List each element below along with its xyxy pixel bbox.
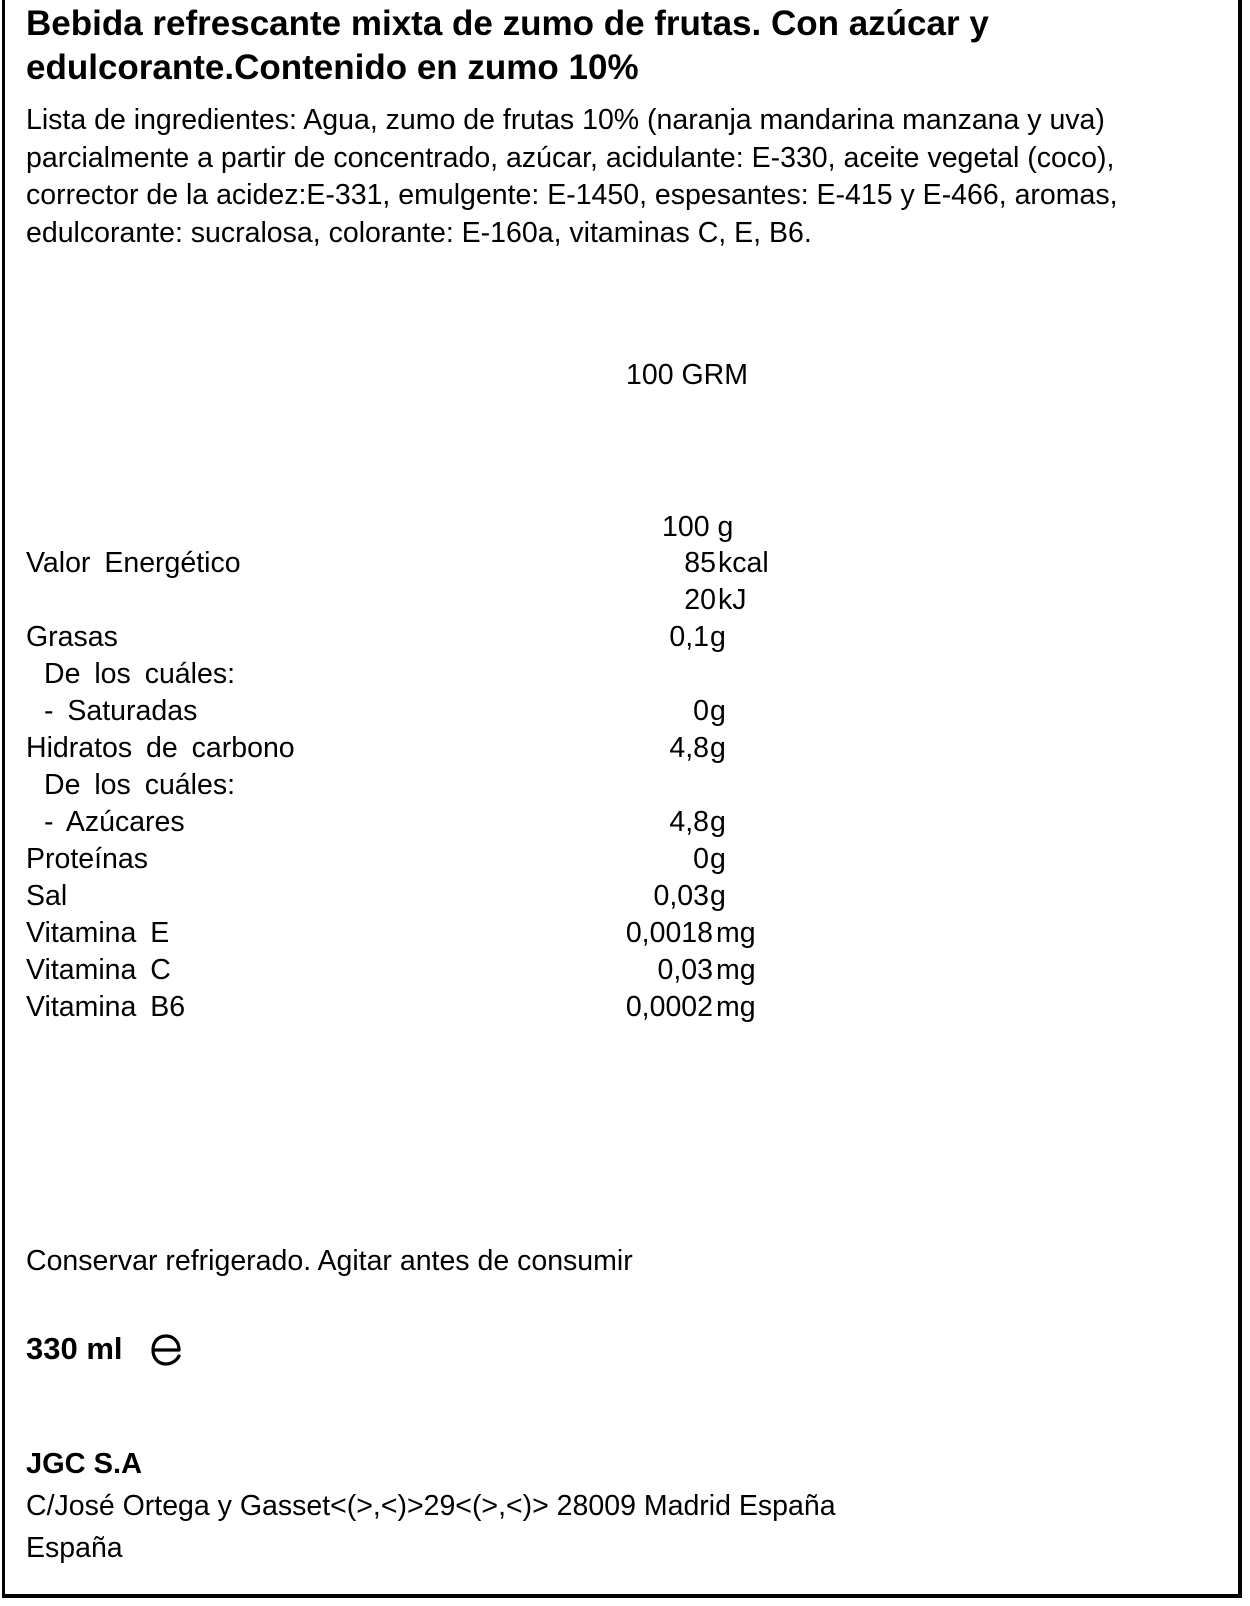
nutrition-row-label: Proteínas [26,843,148,875]
nutrition-row-unit: kJ [718,584,747,616]
nutrition-row-value: 85 [684,547,716,579]
nutrition-row-value: 20 [684,584,716,616]
nutrition-row-value: 0 [693,843,709,875]
nutrition-row-value: 4,8 [669,732,709,764]
nutrition-row-label: Vitamina E [26,917,170,949]
nutrition-row-unit: g [710,732,726,764]
nutrition-row-label: De los cuáles: [44,658,236,690]
nutrition-row-unit: mg [716,954,756,986]
nutrition-row-label: Vitamina B6 [26,991,186,1023]
per-quantity-label: 100 GRM [626,359,748,391]
nutrition-column-header: 100 g [662,511,734,543]
nutrition-row-unit: g [710,621,726,653]
nutrition-row-unit: mg [716,991,756,1023]
nutrition-row-value: 0,0002 [625,991,713,1023]
company-address: C/José Ortega y Gasset<(>,<)>29<(>,<)> 28009 Madrid España [26,1490,836,1522]
nutrition-row-label: Hidratos de carbono [26,732,295,764]
nutrition-row-label: - Azúcares [44,806,185,838]
nutrition-row-value: 0,1 [669,621,709,653]
ingredients-list: Lista de ingredientes: Agua, zumo de frutas 10% (naranja mandarina manzana y uva) parcialmente a partir de concentrado, azúcar, acidulante: E-330, aceite vegetal (coco), corrector de la acidez:E-331, emulgente: E-1450, espesantes: E-415 y E-466, aromas, edulcorante: sucralosa, colorante: E-160a, vitaminas C, E, B6. [26,104,1118,249]
net-volume: 330 ml [26,1331,123,1366]
nutrition-row-label: Valor Energético [26,547,241,579]
company-country: España [26,1532,123,1564]
nutrition-row-unit: g [710,843,726,875]
nutrition-row-label: De los cuáles: [44,769,236,801]
nutrition-row-label: Vitamina C [26,954,171,986]
product-title: Bebida refrescante mixta de zumo de frutas. Con azúcar y edulcorante.Contenido en zumo 10% [26,4,989,87]
nutrition-row-unit: kcal [718,547,769,579]
nutrition-row-label: Sal [26,880,68,912]
company-name: JGC S.A [26,1448,143,1480]
nutrition-row-unit: g [710,695,726,727]
nutrition-row-value: 0,03 [657,954,713,986]
nutrition-row-value: 0,0018 [625,917,713,949]
nutrition-row-unit: g [710,880,726,912]
nutrition-row-unit: mg [716,917,756,949]
nutrition-row-label: Grasas [26,621,118,653]
nutrition-row-label: - Saturadas [44,695,198,727]
nutrition-row-value: 0 [693,695,709,727]
estimated-sign-icon [148,1332,184,1368]
storage-instructions: Conservar refrigerado. Agitar antes de consumir [26,1245,633,1277]
nutrition-row-unit: g [710,806,726,838]
nutrition-row-value: 4,8 [669,806,709,838]
nutrition-row-value: 0,03 [653,880,709,912]
